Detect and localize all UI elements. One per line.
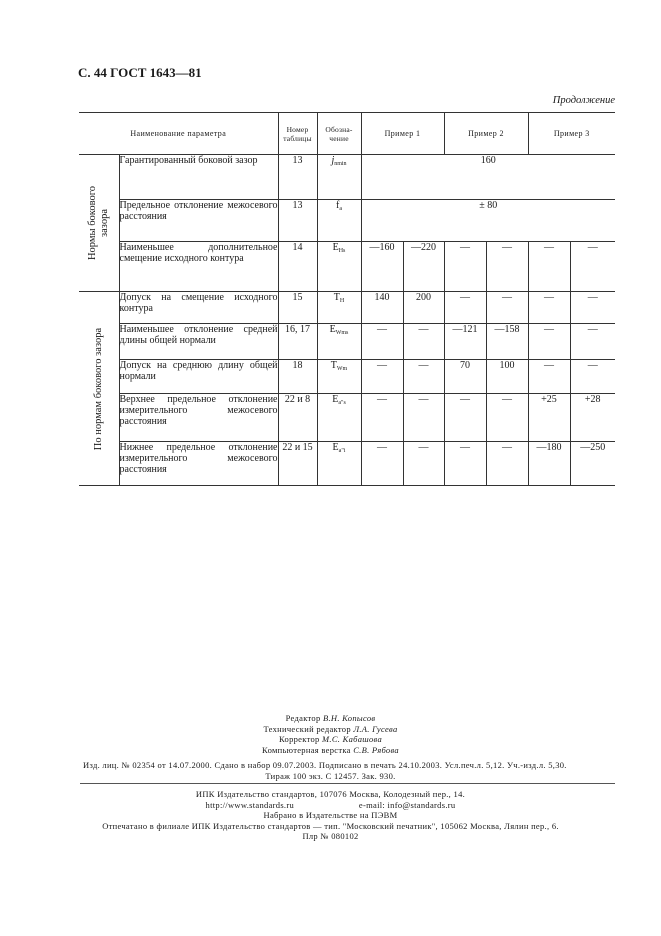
value-cell: +25 [528,394,570,442]
credit-layout-name: С.В. Рябова [353,744,399,755]
value-cell: — [486,394,528,442]
table-number: 18 [278,360,317,394]
group-label-1-line2: зазора [98,208,110,238]
value-cell: 140 [361,292,403,324]
group-label-1 [87,186,111,260]
value-cell: — [361,442,403,486]
value-cell: — [486,292,528,324]
value-cell: — [444,442,486,486]
credit-tech-label: Технический редактор [263,723,351,734]
symbol-sub: Wms [335,330,349,336]
printer-email[interactable]: e-mail: info@standards.ru [358,799,456,810]
symbol-sub: a"s [338,400,346,406]
param-symbol [317,442,361,486]
credit-tech-editor [0,724,661,735]
param-name: Наименьшее отклонение средней длины общей нормали [119,324,278,360]
symbol-sub: nmin [334,161,347,167]
credit-layout-label: Компьютерная верстка [262,744,351,755]
value-cell: — [361,394,403,442]
printer-line-1: ИПК Издательство стандартов, 107076 Москва, Колодезный пер., 14. [195,789,466,799]
param-name: Нижнее предельное отклонение измерительного межосевого расстояния [119,442,278,486]
symbol-main: T [330,360,337,371]
table-number: 22 и 15 [278,442,317,486]
value-cell: 200 [403,292,444,324]
credit-corrector-label: Корректор [278,734,320,744]
symbol-sub: H [339,298,345,304]
credit-layout [0,745,661,756]
value-cell: — [403,360,444,394]
table-header-row [79,113,615,155]
value-cell: — [570,242,615,292]
value-cell: — [361,360,403,394]
param-name: Допуск на смещение исходного контура [119,292,278,324]
table-number: 15 [278,292,317,324]
value-cell: — [444,242,486,292]
publication-info [0,760,661,781]
footer-divider [80,783,615,784]
merged-value: ± 80 [361,200,615,242]
group-label-2: По нормам бокового зазора [92,327,104,450]
symbol-sub: Hs [338,248,346,254]
param-name: Гарантированный боковой зазор [119,155,278,200]
value-cell: — [403,442,444,486]
value-cell: — [528,242,570,292]
value-cell: —250 [570,442,615,486]
param-name: Допуск на среднюю длину общей нормали [119,360,278,394]
table-row [79,394,615,442]
table-number: 22 и 8 [278,394,317,442]
param-name: Верхнее предельное отклонение измерительного межосевого расстояния [119,394,278,442]
symbol-main: E [332,442,339,453]
symbol-main: f [335,200,340,211]
param-name: Наименьшее дополнительное смещение исходного контура [119,242,278,292]
symbol-main: T [333,292,340,303]
symbol-main: E [332,394,339,405]
param-symbol [317,394,361,442]
symbol-main: E [332,242,339,253]
table-number: 16, 17 [278,324,317,360]
col-example3-header: Пример 3 [528,113,615,155]
value-cell: — [570,292,615,324]
value-cell: — [403,394,444,442]
table-number: 14 [278,242,317,292]
col-example2-header: Пример 2 [444,113,528,155]
merged-value: 160 [361,155,615,200]
value-cell: — [528,292,570,324]
printer-url[interactable]: http://www.standards.ru [205,799,295,810]
table-row [79,324,615,360]
table-row [79,442,615,486]
value-cell: —220 [403,242,444,292]
value-cell: — [403,324,444,360]
param-symbol [317,200,361,242]
parameters-table [79,112,615,486]
value-cell: +28 [570,394,615,442]
printer-line-5: Плр № 080102 [302,831,359,841]
param-symbol [317,155,361,200]
value-cell: 70 [444,360,486,394]
printer-line-4: Отпечатано в филиале ИПК Издательство стандартов — тип. "Московский печатник", 105062 Москва, Лялин пер., 6. [102,820,559,831]
page-header: С. 44 ГОСТ 1643—81 [78,65,202,80]
continuation-label: Продолжение [552,95,615,106]
group-label-cell-1 [79,155,119,292]
param-name: Предельное отклонение межосевого расстояния [119,200,278,242]
symbol-main: j [331,155,335,166]
value-cell: — [528,360,570,394]
credit-editor-label: Редактор [285,713,321,723]
col-example1-header: Пример 1 [361,113,444,155]
col-table-no-header [278,113,317,155]
param-symbol [317,242,361,292]
value-cell: — [444,292,486,324]
col-symbol-header [317,113,361,155]
table-row [79,155,615,200]
param-symbol [317,360,361,394]
symbol-sub: a"i [338,448,346,454]
col-symbol-line2: чение [329,133,349,143]
value-cell: — [570,360,615,394]
credit-corrector-name: М.С. Кабашова [322,734,383,744]
publication-line-1: Изд. лиц. № 02354 от 14.07.2000. Сдано в набор 09.07.2003. Подписано в печать 24.10.2003. Усл.печ.л. 5,12. Уч.-изд.л. 5,30. [83,760,567,770]
group-label-1-line1: Нормы бокового [86,185,98,261]
value-cell: — [444,394,486,442]
value-cell: —121 [444,324,486,360]
publication-line-2: Тираж 100 экз. С 12457. Зак. 930. [265,770,396,781]
symbol-sub: Wm [336,366,348,372]
value-cell: — [528,324,570,360]
col-param-header: Наименование параметра [79,113,278,155]
table-row [79,200,615,242]
symbol-main: E [329,324,336,335]
credit-editor [0,713,661,724]
symbol-sub: a [339,206,342,212]
value-cell: — [570,324,615,360]
value-cell: — [486,242,528,292]
col-table-no-line2: таблицы [283,133,312,143]
param-symbol [317,292,361,324]
table-number: 13 [278,155,317,200]
group-label-cell-2 [79,292,119,486]
table-number: 13 [278,200,317,242]
printer-line-2 [0,800,661,811]
value-cell: — [361,324,403,360]
value-cell: —158 [486,324,528,360]
printer-line-3: Набрано в Издательстве на ПЭВМ [263,810,398,820]
value-cell: — [486,442,528,486]
col-symbol-line1: Обозна- [325,124,353,134]
col-table-no-line1: Номер [286,124,309,134]
value-cell: 100 [486,360,528,394]
printer-info [0,789,661,842]
table-row [79,242,615,292]
value-cell: —160 [361,242,403,292]
credit-tech-name: Л.А. Гусева [353,723,398,734]
credit-editor-name: В.Н. Копысов [322,713,376,723]
table-row [79,360,615,394]
credit-corrector [0,734,661,745]
credits-block [0,713,661,755]
table-row [79,292,615,324]
value-cell: —180 [528,442,570,486]
param-symbol [317,324,361,360]
